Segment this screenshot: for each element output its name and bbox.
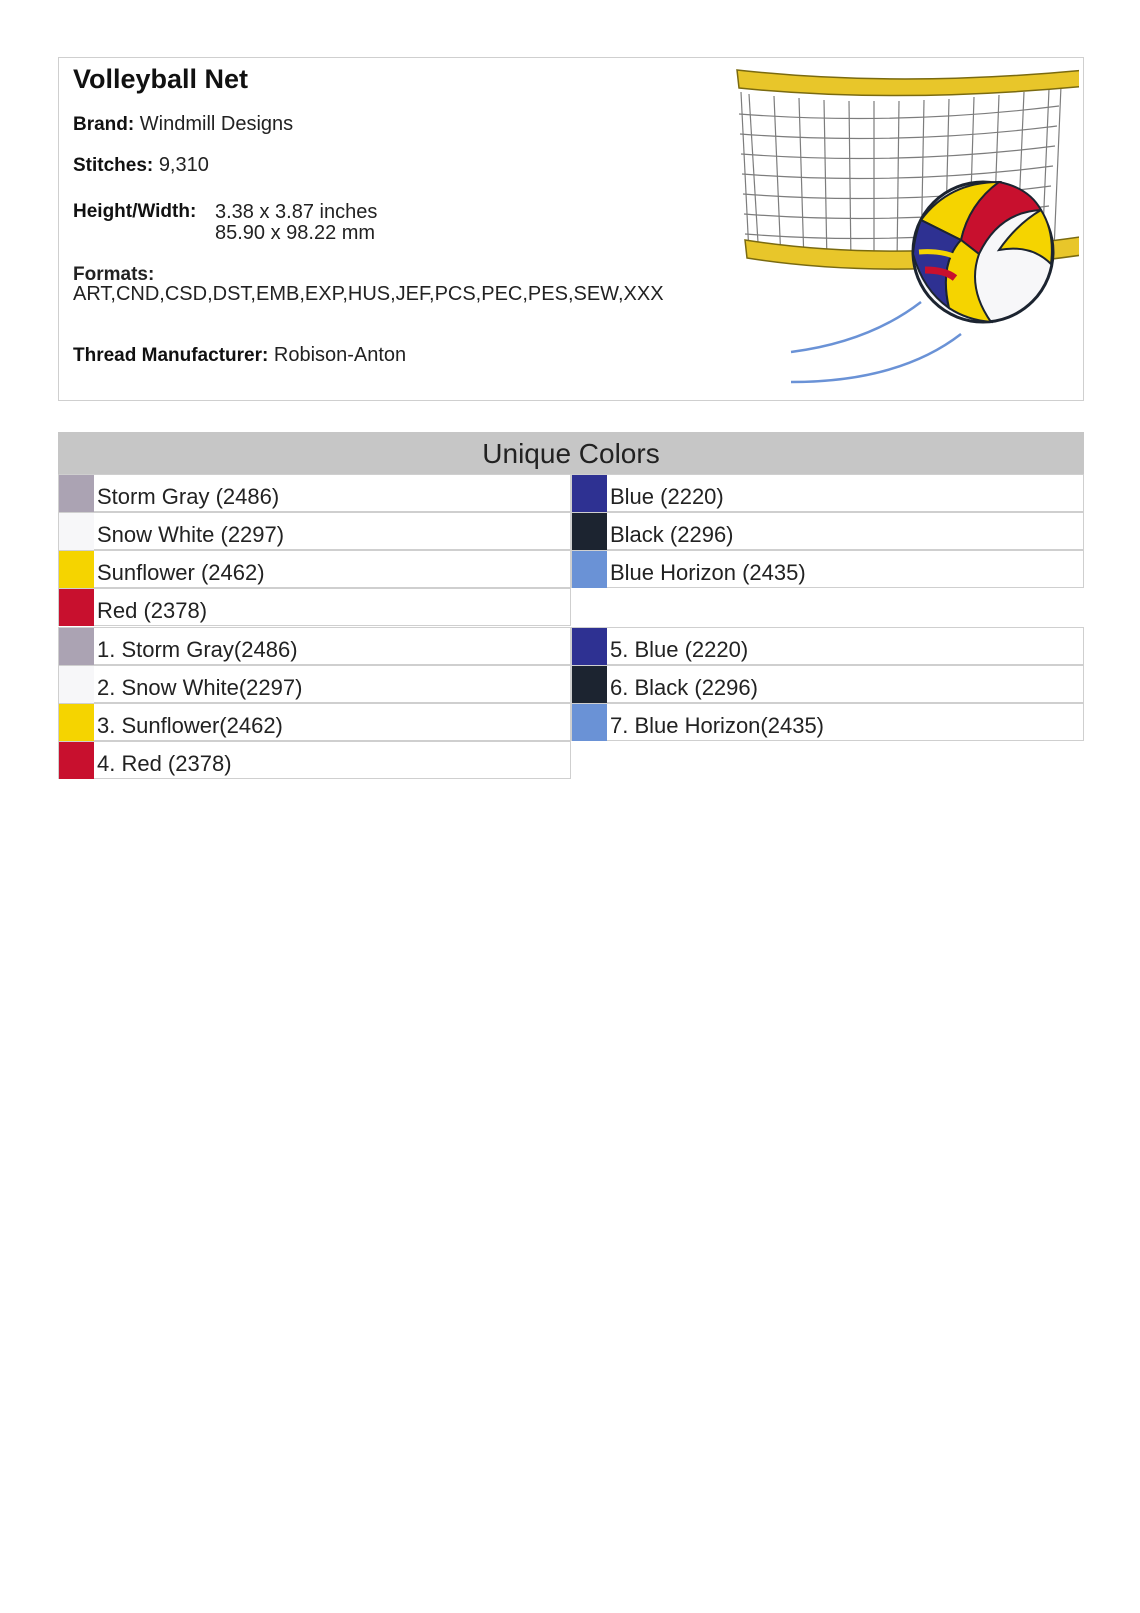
color-swatch — [572, 513, 607, 550]
volleyball-net-image — [699, 64, 1079, 394]
color-swatch — [572, 628, 607, 665]
list-item — [58, 703, 571, 741]
volleyball-icon — [913, 182, 1053, 322]
color-swatch — [59, 475, 94, 512]
formats-value: ART,CND,CSD,DST,EMB,EXP,HUS,JEF,PCS,PEC,PES,SEW,XXX — [73, 283, 664, 305]
list-item — [571, 665, 1084, 703]
color-label: Red (2378) — [97, 598, 208, 623]
color-swatch — [59, 742, 94, 779]
list-item — [571, 512, 1084, 550]
sequence-label: 7. Blue Horizon(2435) — [610, 713, 825, 738]
sequence-label: 5. Blue (2220) — [610, 637, 749, 662]
color-label: Blue Horizon (2435) — [610, 560, 806, 585]
list-item — [571, 550, 1084, 588]
list-item — [571, 474, 1084, 512]
thread-value: Robison-Anton — [273, 344, 407, 366]
list-item — [58, 741, 571, 779]
height-width-mm: 85.90 x 98.22 mm — [215, 222, 376, 244]
list-item — [571, 703, 1084, 741]
color-label: Blue (2220) — [610, 484, 724, 509]
color-label: Black (2296) — [610, 522, 734, 547]
list-item — [58, 588, 571, 626]
color-label: Sunflower (2462) — [97, 560, 265, 585]
list-item — [571, 627, 1084, 665]
brand-field — [73, 113, 293, 136]
list-item — [58, 474, 571, 512]
thread-manufacturer-field — [73, 344, 406, 367]
sequence-label: 3. Sunflower(2462) — [97, 713, 283, 738]
motion-line-icon — [791, 302, 921, 352]
sequence-label: 6. Black (2296) — [610, 675, 758, 700]
color-swatch — [572, 666, 607, 703]
color-swatch — [59, 704, 94, 741]
stitches-field — [73, 154, 209, 177]
height-width-inches: 3.38 x 3.87 inches — [215, 201, 378, 223]
sequence-label: 2. Snow White(2297) — [97, 675, 303, 700]
list-item — [58, 665, 571, 703]
color-swatch — [572, 551, 607, 588]
color-swatch — [572, 704, 607, 741]
design-info-panel — [58, 57, 1084, 401]
color-swatch — [59, 551, 94, 588]
list-item — [58, 550, 571, 588]
color-swatch — [572, 475, 607, 512]
color-swatch — [59, 666, 94, 703]
color-swatch — [59, 513, 94, 550]
formats-label: Formats: — [73, 264, 155, 285]
sequence-label: 1. Storm Gray(2486) — [97, 637, 298, 662]
list-item — [58, 627, 571, 665]
brand-label: Brand: — [73, 114, 135, 135]
design-title: Volleyball Net — [73, 64, 249, 94]
thread-label: Thread Manufacturer: — [73, 345, 269, 366]
list-item — [58, 512, 571, 550]
stitches-label: Stitches: — [73, 155, 154, 176]
color-label: Storm Gray (2486) — [97, 484, 280, 509]
brand-value: Windmill Designs — [139, 113, 294, 135]
color-label: Snow White (2297) — [97, 522, 285, 547]
stitches-value: 9,310 — [158, 154, 209, 176]
height-width-label: Height/Width: — [73, 201, 197, 222]
color-swatch — [59, 628, 94, 665]
net-top-band — [737, 70, 1079, 96]
color-swatch — [59, 589, 94, 626]
motion-line-icon — [791, 334, 961, 382]
unique-colors-heading: Unique Colors — [58, 432, 1084, 474]
sequence-label: 4. Red (2378) — [97, 751, 232, 776]
